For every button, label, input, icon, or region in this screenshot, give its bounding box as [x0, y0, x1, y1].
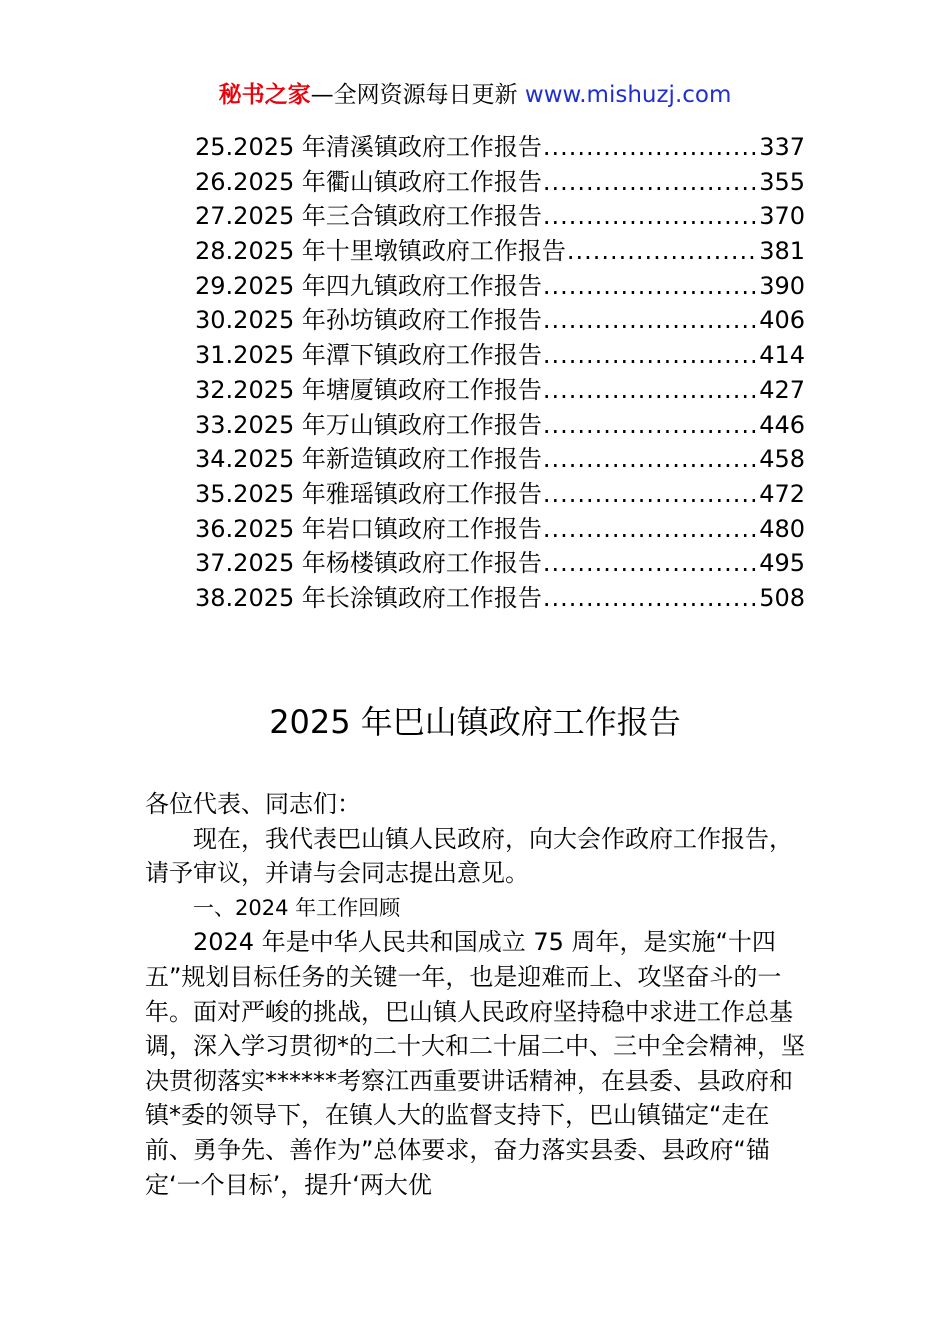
toc-dot-leader [543, 199, 758, 234]
toc-item-title: 37.2025 年杨楼镇政府工作报告 [195, 549, 542, 578]
toc-dot-leader [543, 408, 758, 443]
toc-dot-leader [543, 477, 758, 512]
toc-item-title: 35.2025 年雅瑶镇政府工作报告 [195, 479, 542, 508]
toc-item-title: 36.2025 年岩口镇政府工作报告 [195, 514, 542, 543]
toc-dot-leader [543, 373, 758, 408]
toc-item[interactable] [195, 165, 805, 200]
toc-item[interactable] [195, 442, 805, 477]
toc-item-title: 38.2025 年长涂镇政府工作报告 [195, 583, 542, 612]
toc-item-page: 370 [759, 202, 805, 231]
site-brand: 秘书之家 [218, 82, 311, 108]
toc-item-title: 31.2025 年潭下镇政府工作报告 [195, 341, 542, 370]
toc-item-page: 390 [759, 271, 805, 300]
toc-dot-leader [543, 130, 758, 165]
toc-dot-leader [543, 165, 758, 200]
toc-item[interactable] [195, 303, 805, 338]
site-url-link[interactable]: www.mishuzj.com [524, 82, 732, 108]
toc-item-title: 27.2025 年三合镇政府工作报告 [195, 202, 542, 231]
site-header [0, 80, 950, 110]
toc-item-page: 446 [759, 410, 805, 439]
toc-item-page: 381 [759, 237, 805, 266]
toc-item-page: 414 [759, 341, 805, 370]
toc-item-title: 32.2025 年塘厦镇政府工作报告 [195, 375, 542, 404]
toc-dot-leader [543, 581, 758, 616]
document-title: 2025 年巴山镇政府工作报告 [269, 703, 681, 741]
section-heading: 一、2024 年工作回顾 [193, 895, 401, 920]
toc-dot-leader [567, 234, 758, 269]
toc-item-page: 458 [759, 445, 805, 474]
toc-item-page: 472 [759, 479, 805, 508]
toc-item-page: 355 [759, 167, 805, 196]
toc-item-title: 33.2025 年万山镇政府工作报告 [195, 410, 542, 439]
toc-item-title: 29.2025 年四九镇政府工作报告 [195, 271, 542, 300]
toc-dot-leader [543, 269, 758, 304]
toc-item[interactable] [195, 234, 805, 269]
toc-item[interactable] [195, 199, 805, 234]
toc-item-page: 508 [759, 583, 805, 612]
toc-dot-leader [543, 303, 758, 338]
toc-item[interactable] [195, 477, 805, 512]
toc-item-title: 28.2025 年十里墩镇政府工作报告 [195, 237, 566, 266]
body-paragraph: 2024 年是中华人民共和国成立 75 周年，是实施“十四五”规划目标任务的关键一年，也是迎难而上、攻坚奋斗的一年。面对严峻的挑战，巴山镇人民政府坚持稳中求进工作总基调，深入学习贯彻*的二十大和二十届二中、三中全会精神，坚决贯彻落实******考察江西重要讲话精神，在县委、县政府和镇*委的领导下，在镇人大的监督支持下，巴山镇锚定“走在前、勇争先、善作为”总体要求，奋力落实县委、县政府“锚定‘一个目标’，提升‘两大优 [145, 928, 805, 1199]
document-body [145, 787, 810, 1202]
toc-dot-leader [543, 442, 758, 477]
toc-item-page: 406 [759, 306, 805, 335]
toc-dot-leader [543, 546, 758, 581]
toc-item-page: 427 [759, 375, 805, 404]
toc-dot-leader [543, 338, 758, 373]
toc-item-title: 26.2025 年衢山镇政府工作报告 [195, 167, 542, 196]
toc-dot-leader [543, 512, 758, 547]
intro-paragraph: 现在，我代表巴山镇人民政府，向大会作政府工作报告，请予审议，并请与会同志提出意见。 [145, 824, 793, 888]
toc-item-page: 480 [759, 514, 805, 543]
site-tagline: —全网资源每日更新 [310, 82, 525, 108]
toc-item[interactable] [195, 512, 805, 547]
salutation: 各位代表、同志们： [145, 790, 361, 818]
toc-item[interactable] [195, 581, 805, 616]
toc-item[interactable] [195, 546, 805, 581]
toc-item-page: 337 [759, 133, 805, 161]
toc-item[interactable] [195, 130, 805, 165]
toc-item-title: 25.2025 年清溪镇政府工作报告 [195, 133, 542, 161]
toc-item-title: 34.2025 年新造镇政府工作报告 [195, 445, 542, 474]
toc-item[interactable] [195, 338, 805, 373]
toc-item[interactable] [195, 269, 805, 304]
toc-item-title: 30.2025 年孙坊镇政府工作报告 [195, 306, 542, 335]
toc-item[interactable] [195, 373, 805, 408]
toc-item[interactable] [195, 408, 805, 443]
table-of-contents [195, 130, 805, 616]
toc-item-page: 495 [759, 549, 805, 578]
